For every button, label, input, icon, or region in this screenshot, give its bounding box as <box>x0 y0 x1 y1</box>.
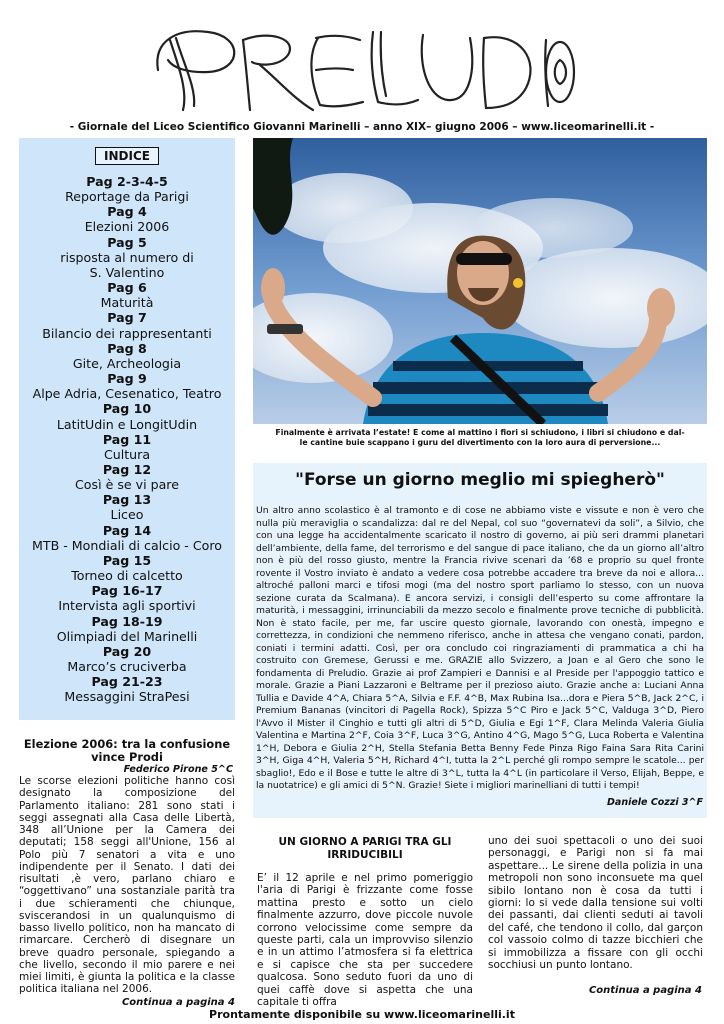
toc-title[interactable]: Maturità <box>100 295 154 311</box>
toc-page[interactable]: Pag 2-3-4-5 <box>86 174 168 189</box>
toc-title[interactable]: risposta al numero di S. Valentino <box>60 249 194 280</box>
elezione-continue-link[interactable]: Continua a pagina 4 <box>121 996 235 1008</box>
elezione-title: Elezione 2006: tra la confusione vince Prodi <box>23 737 231 764</box>
toc-page[interactable]: Pag 18-19 <box>91 613 163 629</box>
toc-page[interactable]: Pag 16-17 <box>91 583 163 599</box>
toc-title[interactable]: Cultura <box>103 446 151 462</box>
photo-caption <box>253 428 707 448</box>
index-sidebar <box>19 138 235 720</box>
elezione-author: Federico Pirone 5^C <box>123 764 233 775</box>
toc-title[interactable]: Marco’s cruciverba <box>67 659 187 674</box>
toc-title[interactable]: Così è se vi pare <box>75 477 179 493</box>
toc-page[interactable]: Pag 5 <box>107 234 147 250</box>
editorial-body: Un altro anno scolastico è al tramonto e di cose ne abbiamo viste e vissute e non è vero che nulla più meraviglia o scandalizza: dal re del Nepal, col suo “governatevi da soli”, a Silvio, che con una legge ha accidentalmente scaricato il nostro di governo, ai più seri drammi planetari dell’ambiente, della fame, del terrorismo e del sangue di pace italiano, che da un giorno all’altro non è più del rosso giusto, mentre la Francia rivive scenari da ’68 e proprio su quel fronte rovente il Vostro inviato è andato a vedere cosa potrebbe accadere tra breve da noi e allora... altroché palloni marci e tifosi mogi (ma del nostro sport parliamo lo stesso, con un nuova sezione curata da Scalmana). E ancora servizi, i consigli dell’esperto su come affrontare la maturità, i messaggini, irrinunciabili da mezzo secolo e finalmente prove tecniche di pubblicità. Non è stato facile, per me, far uscire questo giornale, lavorando con onestà, impegno e correttezza, in condizioni che nemmeno riferisco, anche in attesa che vengano conati, pardon, coniati i termini adatti. Così, per ora concludo coi ringraziamenti di prammatica a chi ha costruito con Gremese, Gerussi e me. GRAZIE allo Svizzero, a Joan e al Gero che sono le fondamenta di Preludio. Grazie ai prof Zampieri e Dannisi e al Preside per l'appoggio tattico e morale. Grazie a Piani Lazzaroni e Beltrame per il prezioso aiuto. Grazie anche a: Luciani Anna Tullia e Davide 4^A, Chiara 5^A, Silvia e F.F. 4^B, Max Rubina Isa...dora e Piera 5^B, Jack 2^C, i Premium Bananas (vincitori di Pagella Rock), Spizza 5^C Piro e Jack 5^C, Valduga 3^D, Piero l'Avvo il Mister il Cinghio e tutti gli altri di 5^D, Giulia e Egi 1^F, Clara Melinda Valeria Giulia Valentina e Martina 2^F, Coia 3^F, Luca 3^G, Antino 4^G, Mago 5^G, Luca Roberta e Valentina 1^H, Debora e Giulia 2^H, Stella Stefania Betta Benny Fede Pinza Rigo Faina Sara Rita Carini 3^H, Giga 4^H, Valeria 5^H, Richard 4^I, tutta la 2^L perché gli rompo sempre le scatole... per sbaglio!, Edo e il Bose e tutte le altre di 3^L, tutta la 4^L (in particolare il Verso, Elijah, Beppe, e la nuotatrice) e gli amici di 5^N. Grazie! Siete i migliori marinelliani di tutti i tempi! <box>256 505 704 791</box>
toc-page[interactable]: Pag 11 <box>102 431 152 447</box>
editorial-title: "Forse un giorno meglio mi spiegherò" <box>295 470 665 490</box>
toc-title[interactable]: Alpe Adria, Cesenatico, Teatro <box>32 386 222 402</box>
toc-title[interactable]: LatitUdin e LongitUdin <box>56 416 198 432</box>
toc-page[interactable]: Pag 4 <box>107 204 147 220</box>
toc-title[interactable]: Liceo <box>110 507 144 523</box>
toc-page[interactable]: Pag 6 <box>107 280 147 296</box>
editorial-signature: Daniele Cozzi 3^F <box>607 797 703 808</box>
parigi-body-column-2: uno dei suoi spettacoli o uno dei suoi personaggi, e Parigi non si fa mai aspettare... Le sirene della polizia in una metropoli non sono inconsuete ma quel sibilo lontano non è cosa da tutti i giorni: lo si vede dalla tensione sui volti dei passanti, dai clienti seduti ai tavoli del café, che tendono il collo, dal garçon col vassoio colmo di tazze bicchieri che si immobilizza a fissare con gli occhi socchiusi un punto lontano. <box>488 835 703 972</box>
photo-caption-line: le cantine buie scappano i guru del divertimento con la loro aura di perversione... <box>299 438 661 447</box>
toc-title[interactable]: Elezioni 2006 <box>84 219 170 235</box>
parigi-continue-link[interactable]: Continua a pagina 4 <box>588 985 702 996</box>
toc-title[interactable]: Gite, Archeologia <box>72 355 182 371</box>
toc-title[interactable]: Torneo di calcetto <box>71 568 183 584</box>
toc-title[interactable]: Reportage da Parigi <box>65 189 189 205</box>
toc-page[interactable]: Pag 20 <box>102 643 152 659</box>
toc-title[interactable]: Bilancio dei rappresentanti <box>42 325 212 341</box>
toc-page[interactable]: Pag 14 <box>102 522 152 538</box>
toc-page[interactable]: Pag 15 <box>102 552 152 568</box>
toc-page[interactable]: Pag 21-23 <box>91 674 163 690</box>
parigi-title: UN GIORNO A PARIGI TRA GLI IRRIDUCIBILI <box>278 836 452 861</box>
parigi-body-column-1: E’ il 12 aprile e nel primo pomeriggio l'aria di Parigi è frizzante come fosse mattina presto e sotto un cielo finalmente azzurro, dove piccole nuvole corrono velocissime come sempre da queste parti, cala un improvviso silenzio e in un attimo l’atmosfera si fa elettrica e si capisce che sta per succedere qualcosa. Sono seduto fuori da uno di quei caffè dove si aspetta che una capitale ti offra <box>257 872 473 1009</box>
index-label: INDICE <box>95 147 159 165</box>
toc-page[interactable]: Pag 9 <box>107 371 147 387</box>
person-sky-photo-icon <box>253 138 707 424</box>
toc-title[interactable]: Olimpiadi del Marinelli <box>56 628 198 644</box>
preludio-logo-icon <box>148 10 578 118</box>
table-of-contents <box>19 174 235 704</box>
toc-page[interactable]: Pag 7 <box>107 310 147 326</box>
toc-title[interactable]: Messaggini StraPesi <box>64 689 190 705</box>
toc-page[interactable]: Pag 13 <box>102 492 152 508</box>
footer-website[interactable]: Prontamente disponibile su www.liceomarinelli.it <box>209 1008 515 1021</box>
editorial-article <box>253 463 707 818</box>
elezione-body: Le scorse elezioni politiche hanno così designato la composizione del Parlamento italiano: 281 sono stati i seggi assegnati alla Casa delle Libertà, 348 all’Unione per la Camera dei deputati; 158 seggi all'Unione, 156 al Polo più 7 senatori a vita e uno indipendente per il Senato. I dati dei risultati ,è vero, parlano chiaro e “oggettivano” una sostanziale parità tra i due schieramenti che chiunque, sviscerandosi in un qualunquismo di basso livello politico, non ha mancato di rimarcare. Cercherò di disegnare un breve quadro personale, spiegando a che livello, secondo il mio parere e nei miei limiti, è giunta la politica e la classe politica italiana nel 2006. <box>19 775 235 996</box>
elezione-article <box>19 738 235 1008</box>
newspaper-tagline: - Giornale del Liceo Scientifico Giovanni Marinelli – anno XIX– giugno 2006 – www.liceomarinelli.it - <box>69 121 655 133</box>
toc-page[interactable]: Pag 10 <box>102 401 152 417</box>
toc-title[interactable]: Intervista agli sportivi <box>58 598 196 614</box>
toc-page[interactable]: Pag 8 <box>107 340 147 356</box>
toc-title[interactable]: MTB - Mondiali di calcio - Coro <box>32 537 222 553</box>
masthead-logo <box>148 10 578 118</box>
photo-caption-line: Finalmente è arrivata l’estate! E come al mattino i fiori si schiudono, i libri si chiudono e dal- <box>275 428 685 437</box>
toc-page[interactable]: Pag 12 <box>102 461 152 477</box>
cover-photo <box>253 138 707 424</box>
